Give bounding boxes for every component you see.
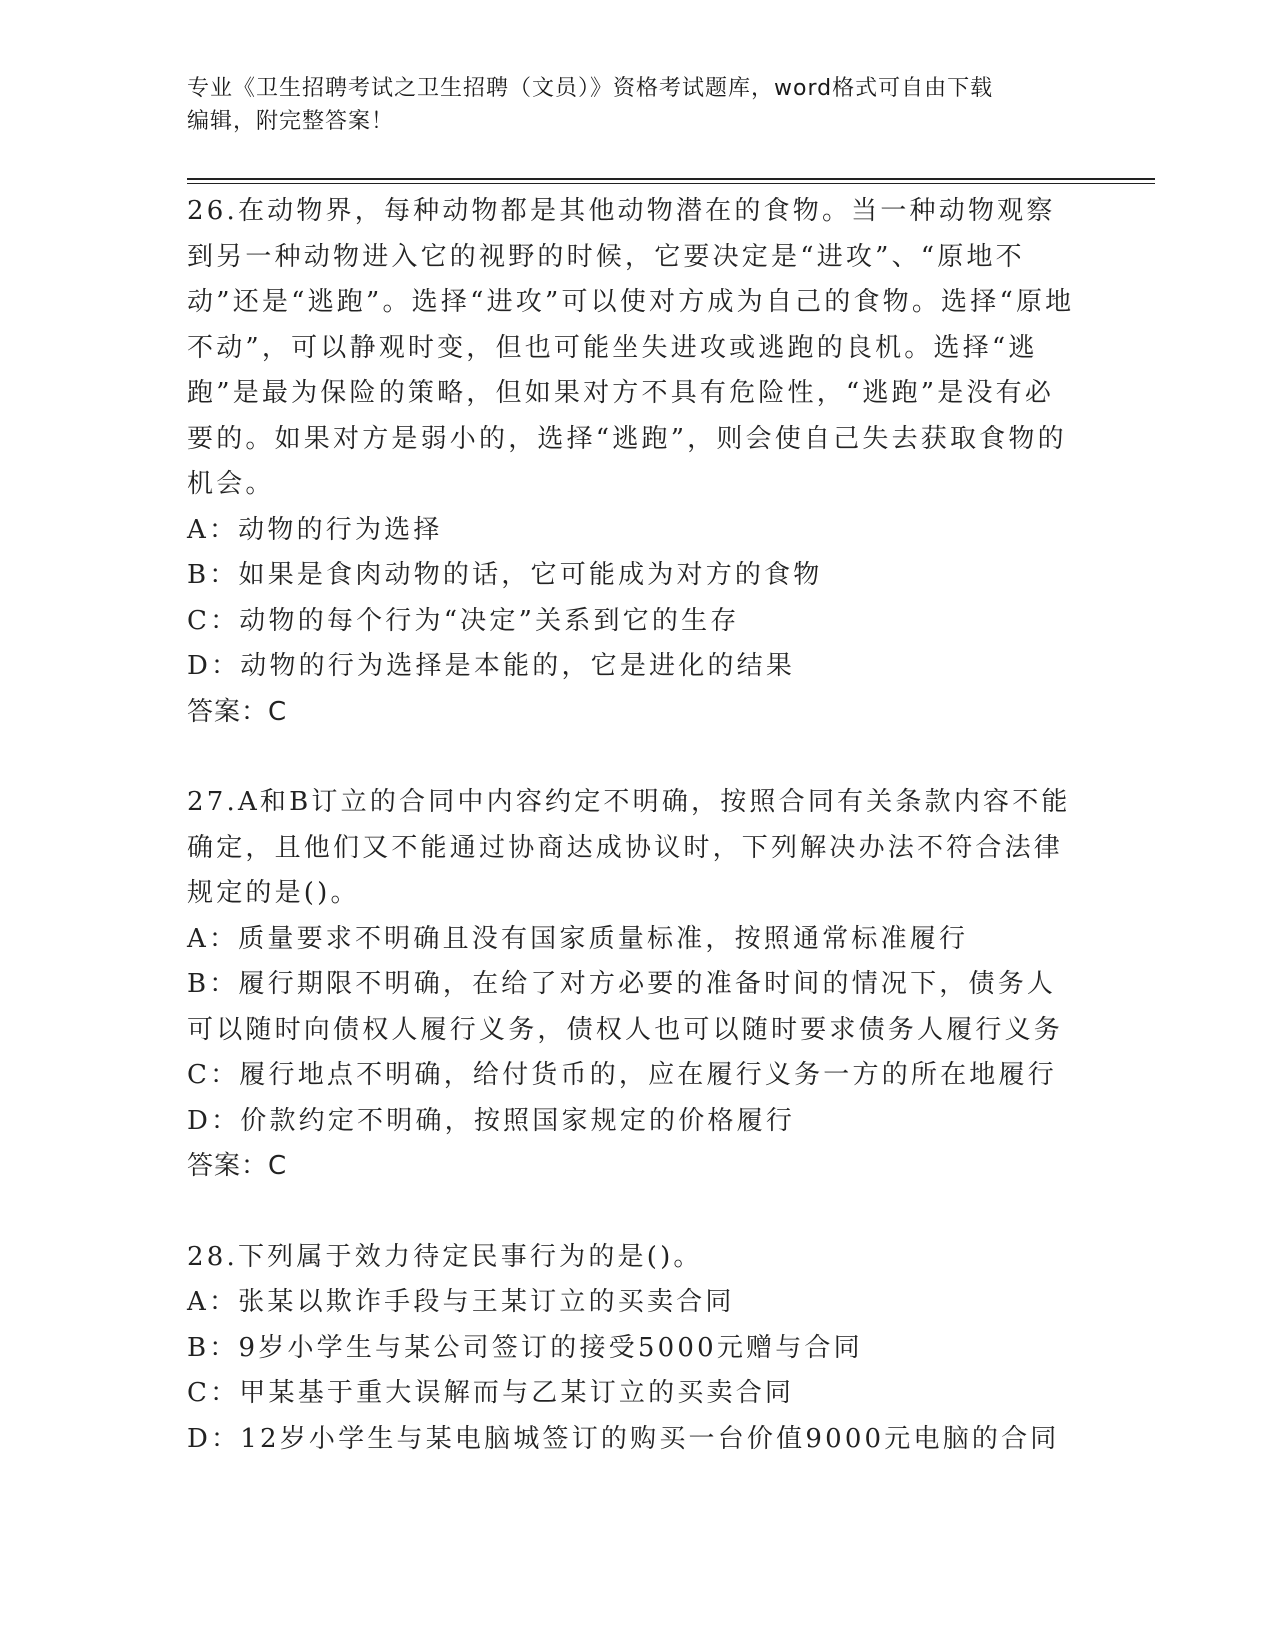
option-c: C：履行地点不明确，给付货币的，应在履行义务一方的所在地履行 (187, 1060, 1057, 1090)
header-line-1: 专业《卫生招聘考试之卫生招聘（文员）》资格考试题库，word格式可自由下载 (187, 76, 994, 101)
header-line-2: 编辑，附完整答案！ (187, 109, 395, 134)
option-c: C：动物的每个行为“决定”关系到它的生存 (187, 605, 740, 636)
question-list (187, 189, 1077, 1462)
option-a: A：动物的行为选择 (187, 514, 443, 545)
question-26 (187, 189, 1077, 735)
option-c: C：甲某基于重大误解而与乙某订立的买卖合同 (187, 1378, 795, 1408)
option-a: A：质量要求不明确且没有国家质量标准，按照通常标准履行 (187, 923, 969, 954)
question-27 (187, 780, 1077, 1190)
document-header (187, 72, 1067, 138)
option-a: A：张某以欺诈手段与王某订立的买卖合同 (187, 1287, 735, 1317)
header-divider-thick (187, 178, 1155, 180)
option-d: D：价款约定不明确，按照国家规定的价格履行 (187, 1105, 796, 1136)
question-stem: 28.下列属于效力待定民事行为的是()。 (187, 1241, 703, 1272)
answer-label: 答案：C (187, 696, 288, 727)
question-stem: 27.A和B订立的合同中内容约定不明确，按照合同有关条款内容不能确定，且他们又不能通过协商达成协议时，下列解决办法不符合法律规定的是()。 (187, 787, 1071, 908)
option-d: D：12岁小学生与某电脑城签订的购买一台价值9000元电脑的合同 (187, 1423, 1060, 1454)
question-28 (187, 1235, 1077, 1463)
answer-label: 答案：C (187, 1151, 288, 1181)
option-b: B：如果是食肉动物的话，它可能成为对方的食物 (187, 560, 823, 590)
header-divider-thin (187, 183, 1155, 184)
question-stem: 26.在动物界，每种动物都是其他动物潜在的食物。当一种动物观察到另一种动物进入它的视野的时候，它要决定是“进攻”、“原地不动”还是“逃跑”。选择“进攻”可以使对方成为自己的食物。选择“原地不动”，可以静观时变，但也可能坐失进攻或逃跑的良机。选择“逃跑”是最为保险的策略，但如果对方不具有危险性，“逃跑”是没有必要的。如果对方是弱小的，选择“逃跑”，则会使自己失去获取食物的机会。 (187, 196, 1075, 499)
option-b: B：9岁小学生与某公司签订的接受5000元赠与合同 (187, 1332, 863, 1363)
option-b: B：履行期限不明确，在给了对方必要的准备时间的情况下，债务人可以随时向债权人履行义务，债权人也可以随时要求债务人履行义务 (187, 969, 1064, 1045)
option-d: D：动物的行为选择是本能的，它是进化的结果 (187, 651, 796, 681)
